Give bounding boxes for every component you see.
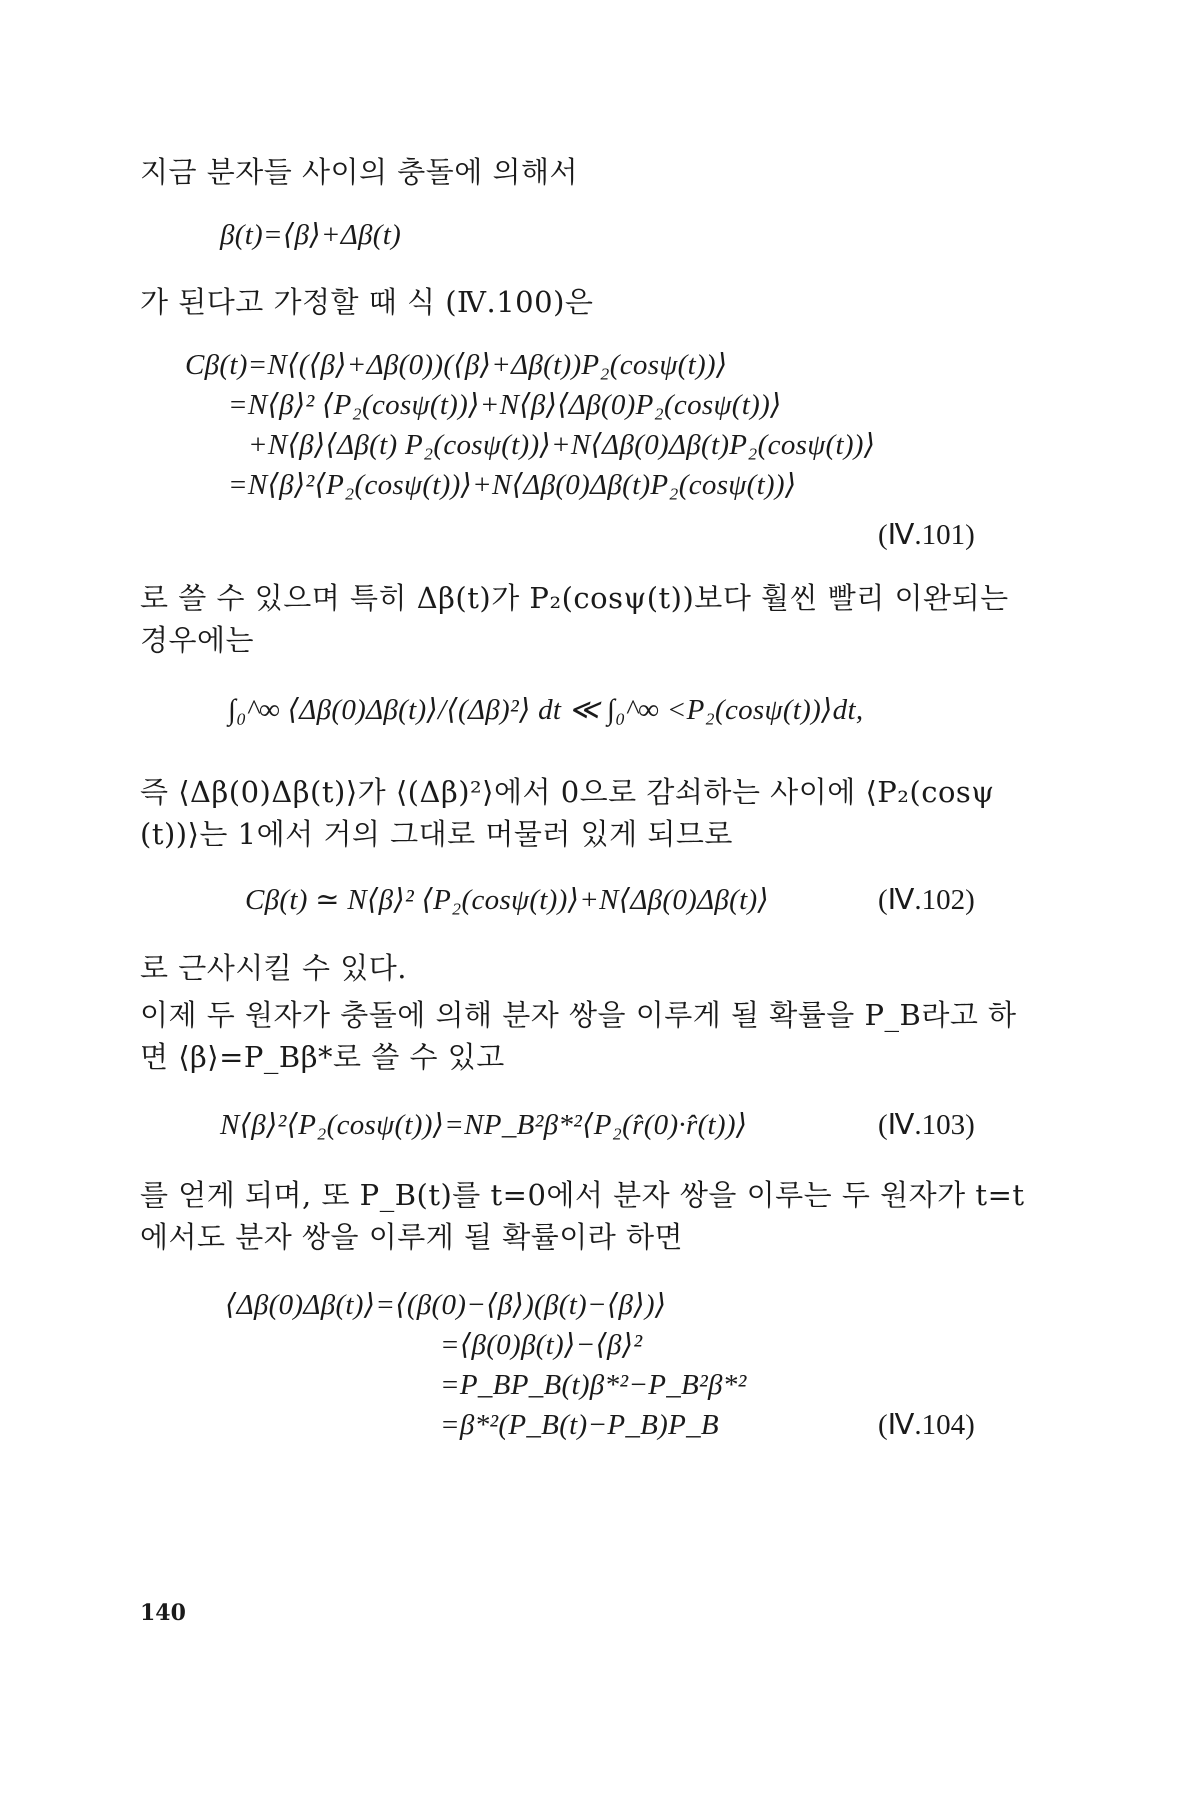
- text-line-5: 즉 ⟨Δβ(0)Δβ(t)⟩가 ⟨(Δβ)²⟩에서 0으로 감쇠하는 사이에 ⟨P₂(cosψ: [140, 775, 995, 809]
- equation-number-103: (Ⅳ.103): [878, 1109, 975, 1141]
- equation-101-line-1: Cβ(t)=N⟨(⟨β⟩+Δβ(0))(⟨β⟩+Δβ(t))P₂(cosψ(t))⟩: [185, 349, 728, 381]
- page-number: 140: [140, 1600, 186, 1626]
- equation-beta: β(t)=⟨β⟩+Δβ(t): [220, 219, 402, 251]
- equation-101-line-3: +N⟨β⟩⟨Δβ(t) P₂(cosψ(t))⟩+N⟨Δβ(0)Δβ(t)P₂(cosψ(t))⟩: [248, 429, 876, 461]
- equation-integral: ∫₀^∞ ⟨Δβ(0)Δβ(t)⟩/⟨(Δβ)²⟩ dt ≪ ∫₀^∞ <P₂(cosψ(t))⟩dt,: [228, 694, 864, 726]
- equation-103: N⟨β⟩²⟨P₂(cosψ(t))⟩=NP_B²β*²⟨P₂(r̂(0)·r̂(t))⟩: [220, 1109, 748, 1141]
- text-line-11: 에서도 분자 쌍을 이루게 될 확률이라 하면: [140, 1220, 684, 1254]
- text-line-8: 이제 두 원자가 충돌에 의해 분자 쌍을 이루게 될 확률을 P_B라고 하: [140, 998, 1017, 1032]
- equation-104-line-3: =P_BP_B(t)β*²−P_B²β*²: [440, 1369, 747, 1401]
- text-line-10: 를 얻게 되며, 또 P_B(t)를 t=0에서 분자 쌍을 이루는 두 원자가 t=t: [140, 1178, 1025, 1212]
- equation-104-line-4: =β*²(P_B(t)−P_B)P_B: [440, 1409, 719, 1441]
- equation-number-102: (Ⅳ.102): [878, 884, 975, 916]
- text-line-2: 가 된다고 가정할 때 식 (Ⅳ.100)은: [140, 285, 594, 319]
- equation-102: Cβ(t) ≃ N⟨β⟩² ⟨P₂(cosψ(t))⟩+N⟨Δβ(0)Δβ(t)⟩: [245, 884, 770, 916]
- equation-101-line-2: =N⟨β⟩² ⟨P₂(cosψ(t))⟩+N⟨β⟩⟨Δβ(0)P₂(cosψ(t))⟩: [228, 389, 782, 421]
- text-line-1: 지금 분자들 사이의 충돌에 의해서: [140, 155, 579, 189]
- text-line-4: 경우에는: [140, 623, 255, 657]
- equation-104-line-1: ⟨Δβ(0)Δβ(t)⟩=⟨(β(0)−⟨β⟩)(β(t)−⟨β⟩)⟩: [225, 1289, 667, 1321]
- text-line-9: 면 ⟨β⟩=P_Bβ*로 쓸 수 있고: [140, 1040, 505, 1074]
- equation-104-line-2: =⟨β(0)β(t)⟩−⟨β⟩²: [440, 1329, 643, 1361]
- text-line-6: (t))⟩는 1에서 거의 그대로 머물러 있게 되므로: [140, 817, 733, 851]
- equation-number-104: (Ⅳ.104): [878, 1409, 975, 1441]
- text-line-3: 로 쓸 수 있으며 특히 Δβ(t)가 P₂(cosψ(t))보다 훨씬 빨리 이완되는: [140, 581, 1009, 615]
- text-line-7: 로 근사시킬 수 있다.: [140, 951, 407, 985]
- equation-number-101: (Ⅳ.101): [878, 519, 975, 551]
- equation-101-line-4: =N⟨β⟩²⟨P₂(cosψ(t))⟩+N⟨Δβ(0)Δβ(t)P₂(cosψ(t))⟩: [228, 469, 797, 501]
